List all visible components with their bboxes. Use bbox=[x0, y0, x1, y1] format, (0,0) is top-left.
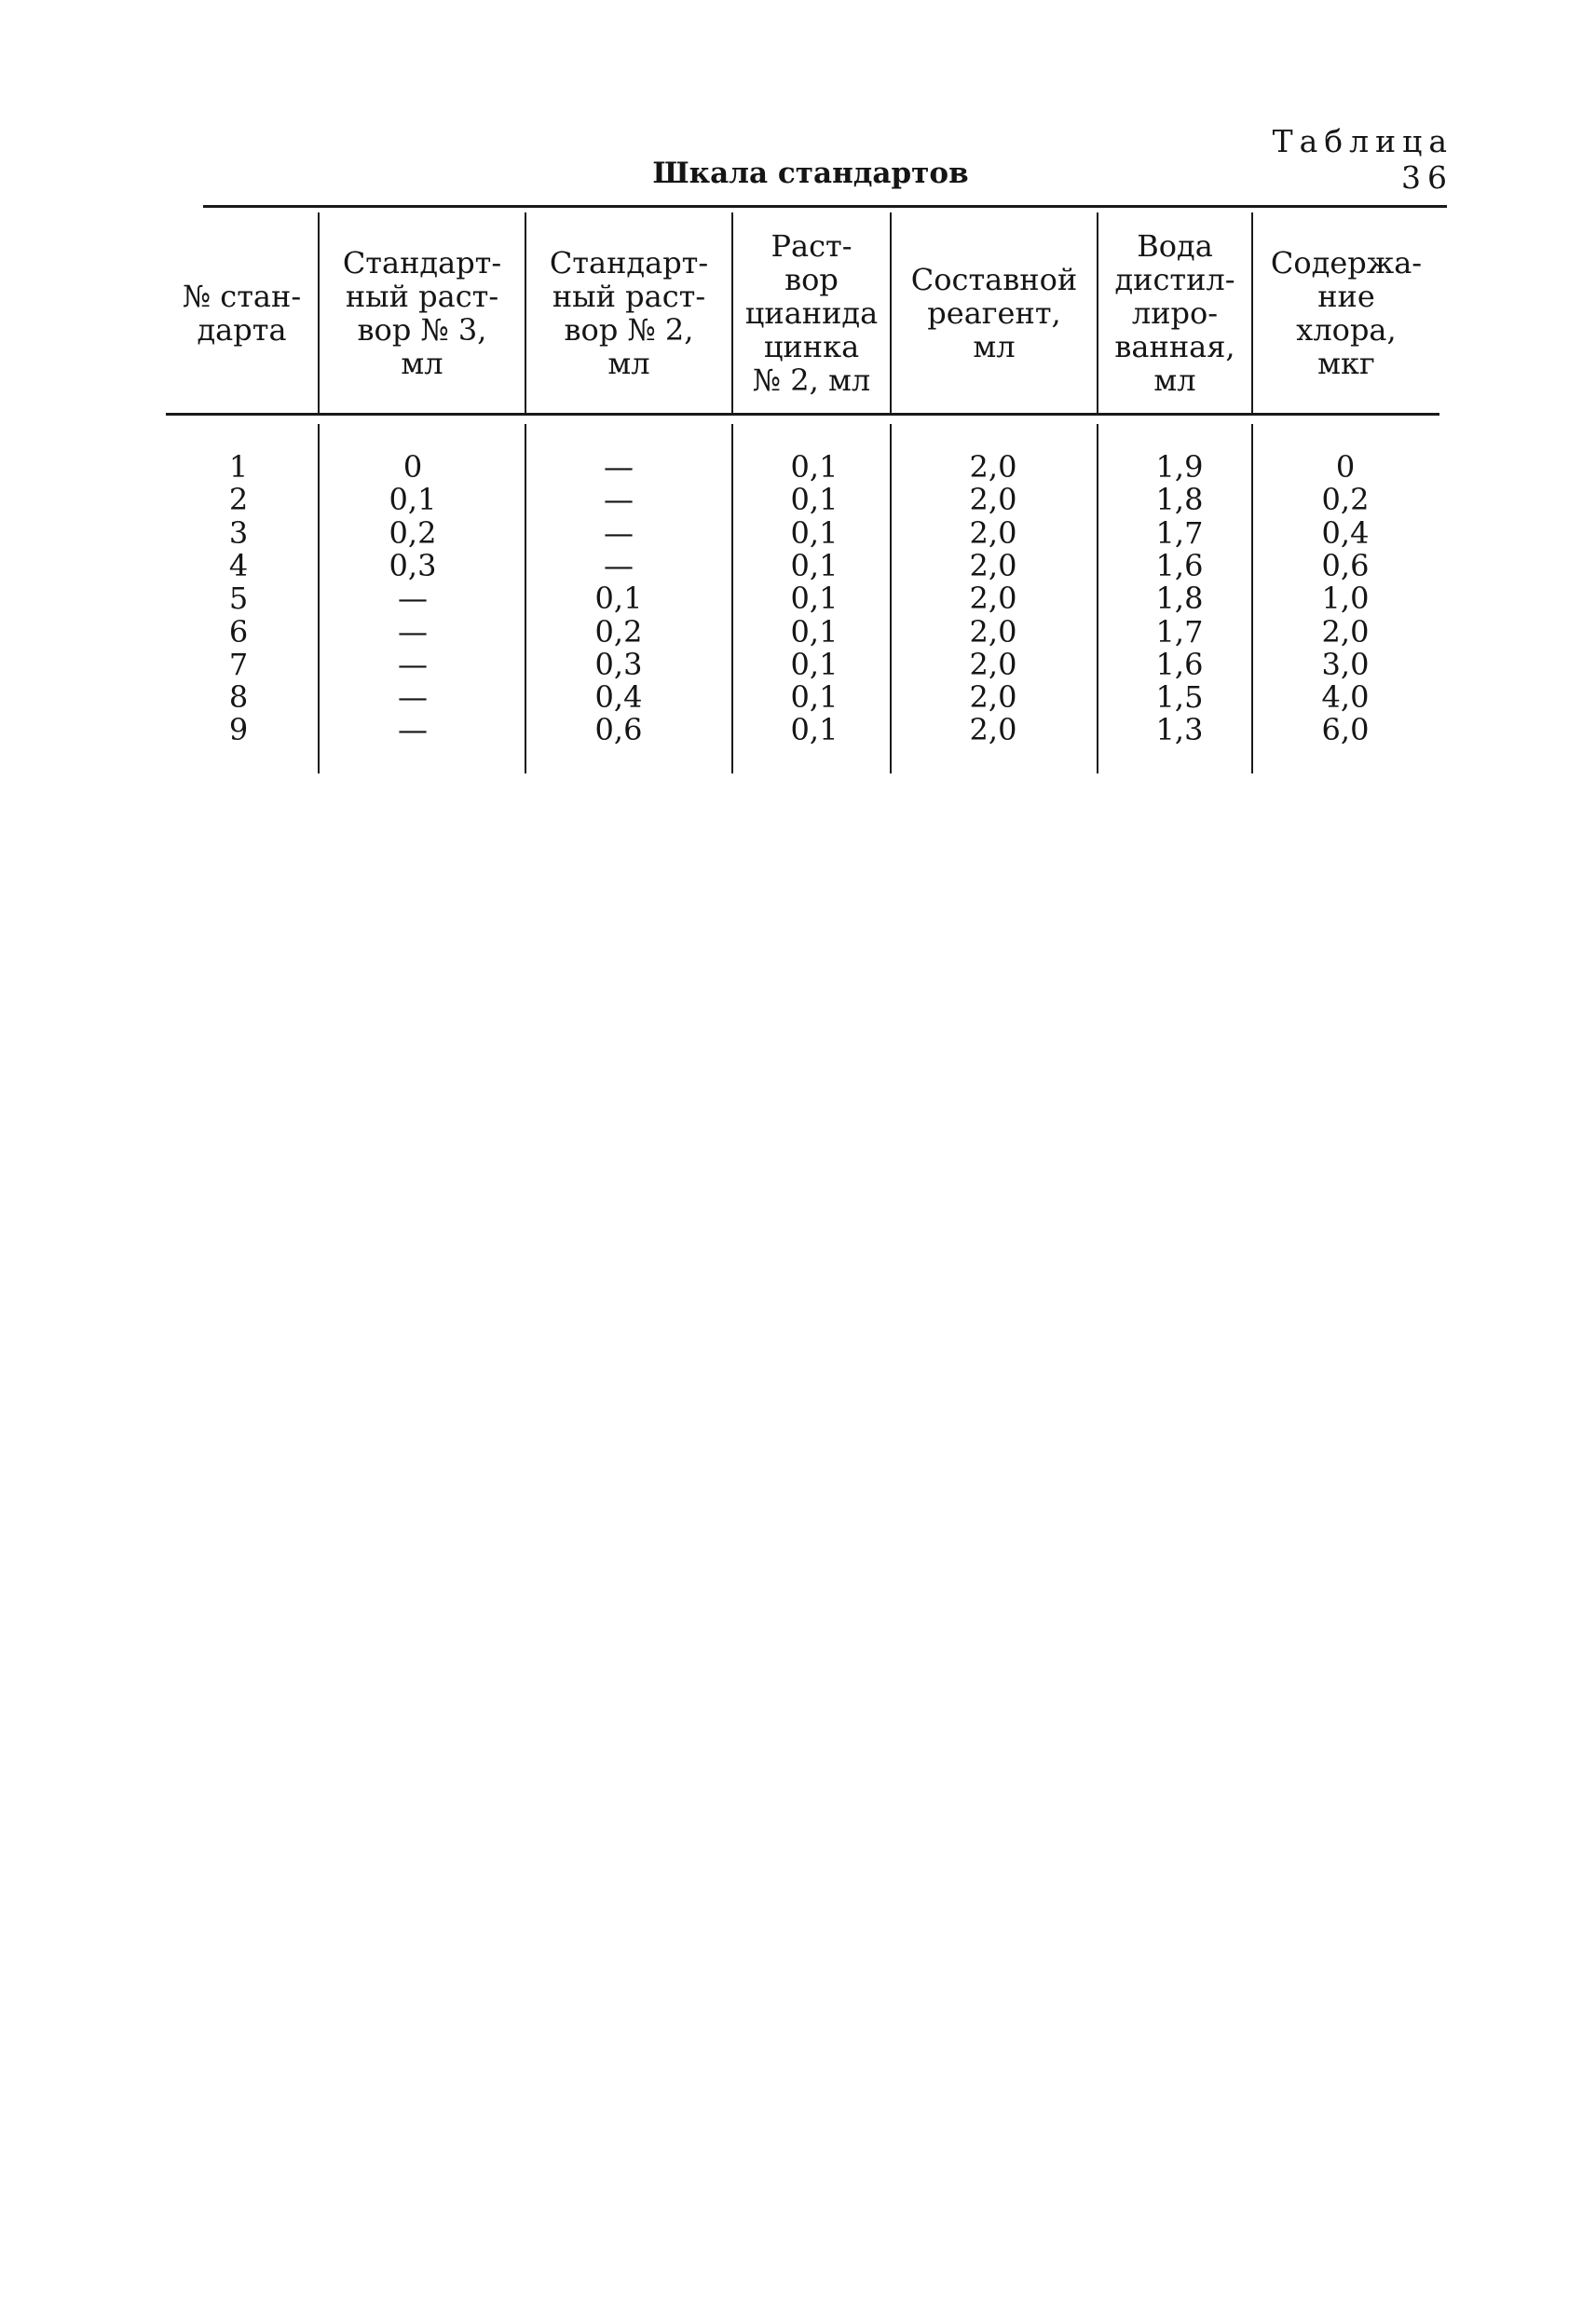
table-cell: 0 bbox=[1335, 449, 1356, 485]
table-cell: 3 bbox=[228, 514, 249, 551]
table-top-rule bbox=[203, 205, 1447, 208]
table-title: Шкала стандартов bbox=[652, 157, 969, 190]
table-header-rule bbox=[166, 413, 1439, 416]
table-row bbox=[166, 646, 1442, 682]
table-cell: 1,6 bbox=[1155, 646, 1204, 682]
table-cell: — bbox=[604, 482, 634, 518]
table-cell: 9 bbox=[228, 712, 249, 748]
table-cell: 7 bbox=[228, 646, 249, 682]
table-cell: 2,0 bbox=[969, 547, 1017, 583]
table-cell: 2 bbox=[228, 482, 249, 518]
table-cell: 1,3 bbox=[1155, 712, 1204, 748]
table-cell: 1 bbox=[228, 449, 249, 485]
table-number-label: Таблица 36 bbox=[1272, 123, 1453, 196]
table-row bbox=[166, 451, 1442, 484]
table-cell: 2,0 bbox=[969, 613, 1017, 650]
column-header-standard-number: № стан- дарта bbox=[182, 278, 302, 348]
column-header-standard-solution-2: Стандарт- ный раст- вор № 2, мл bbox=[549, 244, 709, 381]
table-cell: 1,8 bbox=[1155, 581, 1204, 617]
table-cell: 1,7 bbox=[1155, 613, 1204, 650]
table-row bbox=[166, 714, 1442, 746]
table-cell: 0,6 bbox=[1321, 547, 1370, 583]
table-cell: 1,9 bbox=[1155, 449, 1204, 485]
table-row bbox=[166, 681, 1442, 714]
table-cell: 6 bbox=[228, 613, 249, 650]
table-cell: 4,0 bbox=[1321, 679, 1370, 716]
table-cell: 5 bbox=[228, 581, 249, 617]
column-header-chlorine-content: Содержа- ние хлора, мкг bbox=[1270, 244, 1423, 381]
table-cell: 0,4 bbox=[1321, 514, 1370, 551]
table-cell: 1,7 bbox=[1155, 514, 1204, 551]
table-cell: 0,6 bbox=[594, 712, 643, 748]
column-header-zinc-cyanide-solution: Раст- вор цианида цинка № 2, мл bbox=[744, 227, 879, 398]
table-cell: 4 bbox=[228, 547, 249, 583]
table-cell: — bbox=[398, 712, 428, 748]
table-cell: 0,1 bbox=[790, 581, 839, 617]
table-cell: 0,1 bbox=[790, 613, 839, 650]
table-cell: 1,6 bbox=[1155, 547, 1204, 583]
table-cell: 0,2 bbox=[1321, 482, 1370, 518]
table-cell: 0,1 bbox=[790, 449, 839, 485]
table-cell: 2,0 bbox=[969, 449, 1017, 485]
column-header-composite-reagent: Составной реагент, мл bbox=[910, 261, 1078, 364]
table-cell: 0,3 bbox=[594, 646, 643, 682]
table-cell: — bbox=[398, 646, 428, 682]
table-cell: 0,1 bbox=[790, 482, 839, 518]
table-cell: 2,0 bbox=[969, 581, 1017, 617]
table-cell: 0,1 bbox=[790, 679, 839, 716]
table-cell: 0 bbox=[402, 449, 423, 485]
table-cell: 2,0 bbox=[969, 679, 1017, 716]
table-cell: — bbox=[604, 449, 634, 485]
table-cell: 0,3 bbox=[389, 547, 437, 583]
table-cell: 0,1 bbox=[389, 482, 437, 518]
table-cell: — bbox=[398, 613, 428, 650]
table-row bbox=[166, 547, 1442, 583]
column-header-standard-solution-3: Стандарт- ный раст- вор № 3, мл bbox=[342, 244, 502, 381]
table-cell: 3,0 bbox=[1321, 646, 1370, 682]
table-cell: 2,0 bbox=[969, 646, 1017, 682]
table-cell: 6,0 bbox=[1321, 712, 1370, 748]
table-row bbox=[166, 613, 1442, 650]
table-cell: — bbox=[604, 514, 634, 551]
table-cell: 0,2 bbox=[594, 613, 643, 650]
table-cell: 2,0 bbox=[1321, 613, 1370, 650]
table-cell: 1,0 bbox=[1321, 581, 1370, 617]
table-cell: 0,1 bbox=[594, 581, 643, 617]
table-cell: 0,1 bbox=[790, 547, 839, 583]
table-row bbox=[166, 582, 1442, 615]
table-cell: 2,0 bbox=[969, 482, 1017, 518]
table-row bbox=[166, 484, 1442, 516]
table-cell: 2,0 bbox=[969, 712, 1017, 748]
table-row bbox=[166, 514, 1442, 551]
table-cell: — bbox=[398, 679, 428, 716]
table-cell: 0,4 bbox=[594, 679, 643, 716]
table-cell: — bbox=[398, 581, 428, 617]
table-cell: 0,1 bbox=[790, 712, 839, 748]
table-cell: 2,0 bbox=[969, 514, 1017, 551]
table-cell: 8 bbox=[228, 679, 249, 716]
table-cell: 1,5 bbox=[1155, 679, 1204, 716]
table-cell: 0,1 bbox=[790, 646, 839, 682]
table-cell: 0,1 bbox=[790, 514, 839, 551]
table-cell: 1,8 bbox=[1155, 482, 1204, 518]
column-header-distilled-water: Вода дистил- лиро- ванная, мл bbox=[1114, 227, 1235, 398]
table-cell: — bbox=[604, 547, 634, 583]
table-cell: 0,2 bbox=[389, 514, 437, 551]
